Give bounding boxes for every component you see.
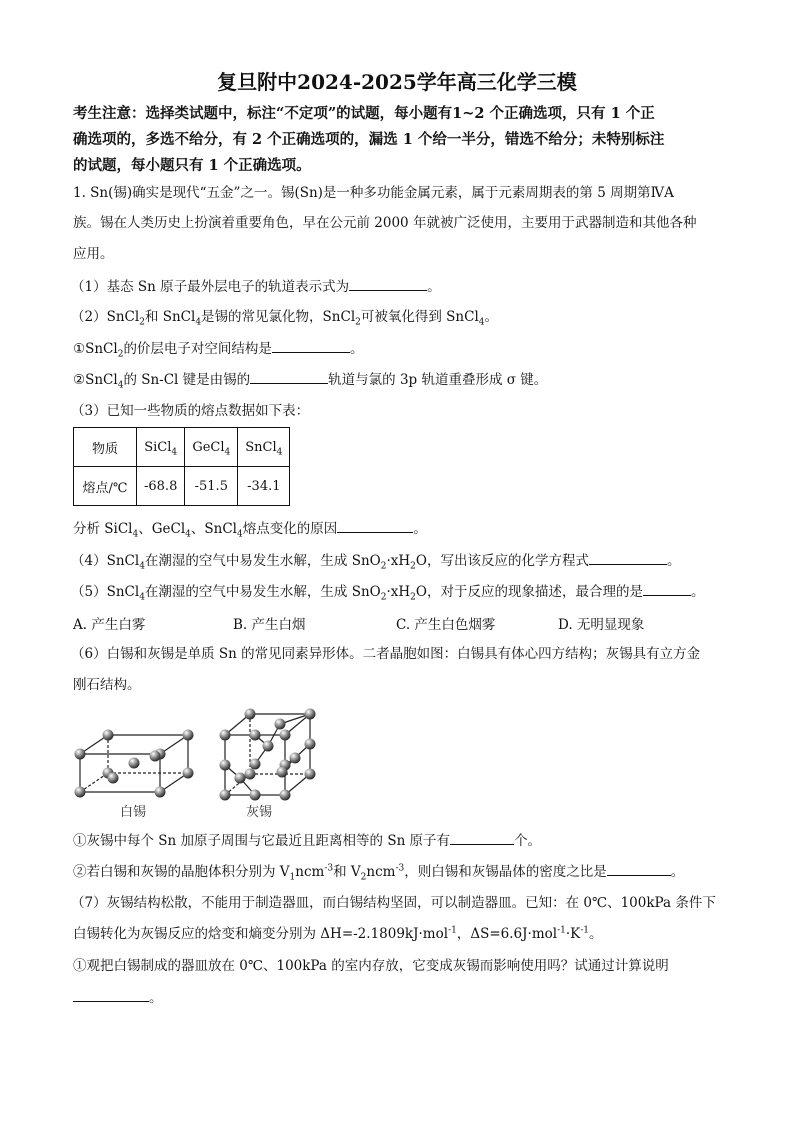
white-tin-atoms — [75, 730, 194, 798]
question-2-1: ①SnCl$_2$的价层电子对空间结构是 。 — [73, 338, 363, 359]
answer-blank[interactable] — [349, 276, 427, 291]
table-cell: SiCl$_4$ — [137, 428, 185, 467]
intro-line: 应用。 — [73, 246, 114, 262]
question-2: （2）SnCl$_2$和 SnCl$_4$是锡的常见氯化物，SnCl$_2$可被氧化得到 SnCl$_4$。 — [71, 309, 498, 328]
table-cell: 物质 — [74, 428, 137, 467]
crystal-cell-figure — [60, 700, 340, 825]
question-2-2: ②SnCl$_4$的 Sn-Cl 键是由锡的 轨道与氯的 3p 轨道重叠形成 σ 键。 — [73, 369, 547, 390]
question-7-line: 白锡转化为灰锡反应的焓变和熵变分别为 ΔH=-2.1809kJ·mol$^{-1}$，$\Delta S=6.6J\cdot mol^{-1}\cdot K^{-1}$。 — [73, 925, 603, 942]
table-header-row — [74, 428, 290, 467]
question-4: （4）SnCl$_4$在潮湿的空气中易发生水解，生成 $SnO_2\cdot xH_2O$，写出该反应的化学方程式 。 — [71, 550, 680, 571]
answer-blank[interactable] — [272, 338, 350, 353]
answer-blank[interactable] — [250, 369, 328, 384]
option-b[interactable]: B. 产生白烟 — [233, 617, 306, 633]
question-7-1-answer: 。 — [73, 987, 163, 1008]
melting-point-table — [73, 427, 290, 506]
question-5: （5）SnCl$_4$在潮湿的空气中易发生水解，生成 $SnO_2\cdot xH_2O$，对于反应的现象描述，最合理的是 。 — [71, 581, 704, 602]
question-6-2: ②若白锡和灰锡的晶胞体积分别为 $V_1ncm^{-3}$和 $V_2ncm^{-3}$，则白锡和灰锡晶体的密度之比是 。 — [73, 861, 684, 882]
question-1: （1）基态 Sn 原子最外层电子的轨道表示式为 。 — [71, 276, 441, 297]
notice-line: 确选项的，多选不给分，有 2 个正确选项的，漏选 1 个给一半分，错选不给分；未特别标注 — [73, 131, 665, 148]
table-cell: -51.5 — [185, 467, 238, 506]
question-6-line: 刚石结构。 — [73, 677, 141, 693]
white-tin-label: 白锡 — [120, 805, 147, 820]
page-title: 复旦附中2024-2025学年高三化学三模 — [217, 70, 577, 94]
table-cell: -68.8 — [137, 467, 185, 506]
gray-tin-atoms — [220, 709, 316, 801]
answer-blank[interactable] — [589, 550, 667, 565]
question-3b: 分析 SiCl$_4$、GeCl$_4$、SnCl$_4$熔点变化的原因 。 — [73, 518, 427, 539]
intro-line: 族。锡在人类历史上扮演着重要角色，早在公元前 2000 年就被广泛使用，主要用于武器制造和其他各种 — [73, 215, 697, 231]
table-cell: SnCl$_4$ — [238, 428, 290, 467]
answer-blank[interactable] — [607, 861, 671, 876]
table-cell: -34.1 — [238, 467, 290, 506]
question-6-line: （6）白锡和灰锡是单质 Sn 的常见同素异形体。二者晶胞如图：白锡具有体心四方结构；灰锡具有立方金 — [71, 646, 701, 662]
table-row — [74, 467, 290, 506]
answer-blank[interactable] — [450, 830, 514, 845]
gray-tin-label: 灰锡 — [246, 805, 273, 820]
answer-blank[interactable] — [337, 518, 413, 533]
intro-line: 1. Sn(锡)确实是现代“五金”之一。锡(Sn)是一种多功能金属元素，属于元素周期表的第 5 周期第ⅣA — [73, 185, 674, 201]
option-d[interactable]: D. 无明显现象 — [558, 617, 645, 633]
table-cell: 熔点/℃ — [74, 467, 137, 506]
exam-notice — [73, 101, 723, 179]
table-cell: GeCl$_4$ — [185, 428, 238, 467]
option-a[interactable]: A. 产生白雾 — [73, 617, 146, 633]
answer-blank[interactable] — [643, 581, 691, 596]
question-6-1: ①灰锡中每个 Sn 加原子周围与它最近且距离相等的 Sn 原子有 个。 — [73, 830, 541, 851]
answer-blank[interactable] — [73, 987, 149, 1002]
option-c[interactable]: C. 产生白色烟雾 — [396, 617, 496, 633]
question-7-1: ①观把白锡制成的器皿放在 0℃、100kPa 的室内存放，它变成灰锡而影响使用吗？试通过计算说明 — [73, 958, 669, 974]
notice-line: 的试题，每小题只有 1 个正确选项。 — [73, 157, 311, 174]
question-3: （3）已知一些物质的熔点数据如下表： — [71, 403, 310, 419]
notice-line: 考生注意：选择类试题中，标注“不定项”的试题，每小题有1~2 个正确选项，只有 1 个正 — [73, 105, 655, 122]
question-7-line: （7）灰锡结构松散，不能用于制造器皿，而白锡结构坚固，可以制造器皿。已知：在 0℃、100kPa 条件下 — [71, 895, 716, 911]
